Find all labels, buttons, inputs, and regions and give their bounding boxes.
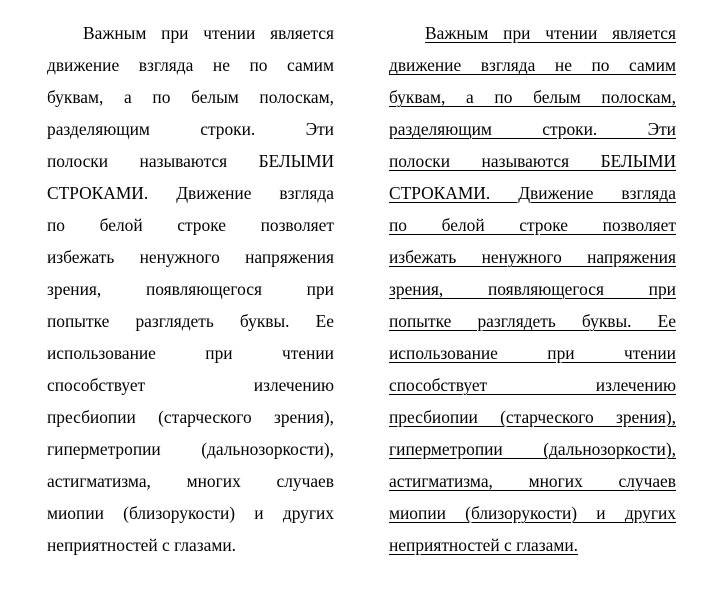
underlined-text-line: использование при чтении	[389, 343, 676, 363]
paragraph-plain	[47, 17, 334, 561]
paragraph-underlined	[389, 17, 676, 561]
text-line: полоски называются БЕЛЫМИ	[47, 151, 334, 171]
underlined-text-line: по белой строке позволяет	[389, 215, 676, 235]
text-line: движение взгляда не по самим	[47, 55, 334, 75]
underlined-text-line: астигматизма, многих случаев	[389, 471, 676, 491]
underlined-text-line: пресбиопии (старческого зрения),	[389, 407, 676, 427]
underlined-text-line: неприятностей с глазами.	[389, 535, 579, 555]
text-line: разделяющим строки. Эти	[47, 119, 334, 139]
text-line: астигматизма, многих случаев	[47, 471, 334, 491]
text-line: неприятностей с глазами.	[47, 535, 237, 555]
text-line: использование при чтении	[47, 343, 334, 363]
text-line: способствует излечению	[47, 375, 334, 395]
underlined-text-line: гиперметропии (дальнозоркости),	[389, 439, 676, 459]
underlined-text-line: способствует излечению	[389, 375, 676, 395]
underlined-text-line: попытке разглядеть буквы. Ее	[389, 311, 676, 331]
text-line: СТРОКАМИ. Движение взгляда	[47, 183, 334, 203]
underlined-text-line: миопии (близорукости) и других	[389, 503, 676, 523]
text-line: избежать ненужного напряжения	[47, 247, 334, 267]
text-line: зрения, появляющегося при	[47, 279, 334, 299]
underlined-text-line: зрения, появляющегося при	[389, 279, 676, 299]
text-line: пресбиопии (старческого зрения),	[47, 407, 334, 427]
text-line: гиперметропии (дальнозоркости),	[47, 439, 334, 459]
text-line: миопии (близорукости) и других	[47, 503, 334, 523]
text-line: Важным при чтении является	[83, 23, 334, 43]
text-line: по белой строке позволяет	[47, 215, 334, 235]
underlined-text-line: буквам, а по белым полоскам,	[389, 87, 676, 107]
underlined-text-line: Важным при чтении является	[425, 23, 676, 43]
text-line: попытке разглядеть буквы. Ее	[47, 311, 334, 331]
underlined-text-line: полоски называются БЕЛЫМИ	[389, 151, 676, 171]
underlined-text-line: движение взгляда не по самим	[389, 55, 676, 75]
underlined-text-line: избежать ненужного напряжения	[389, 247, 676, 267]
text-line: буквам, а по белым полоскам,	[47, 87, 334, 107]
underlined-text-line: СТРОКАМИ. Движение взгляда	[389, 183, 676, 203]
underlined-text-line: разделяющим строки. Эти	[389, 119, 676, 139]
